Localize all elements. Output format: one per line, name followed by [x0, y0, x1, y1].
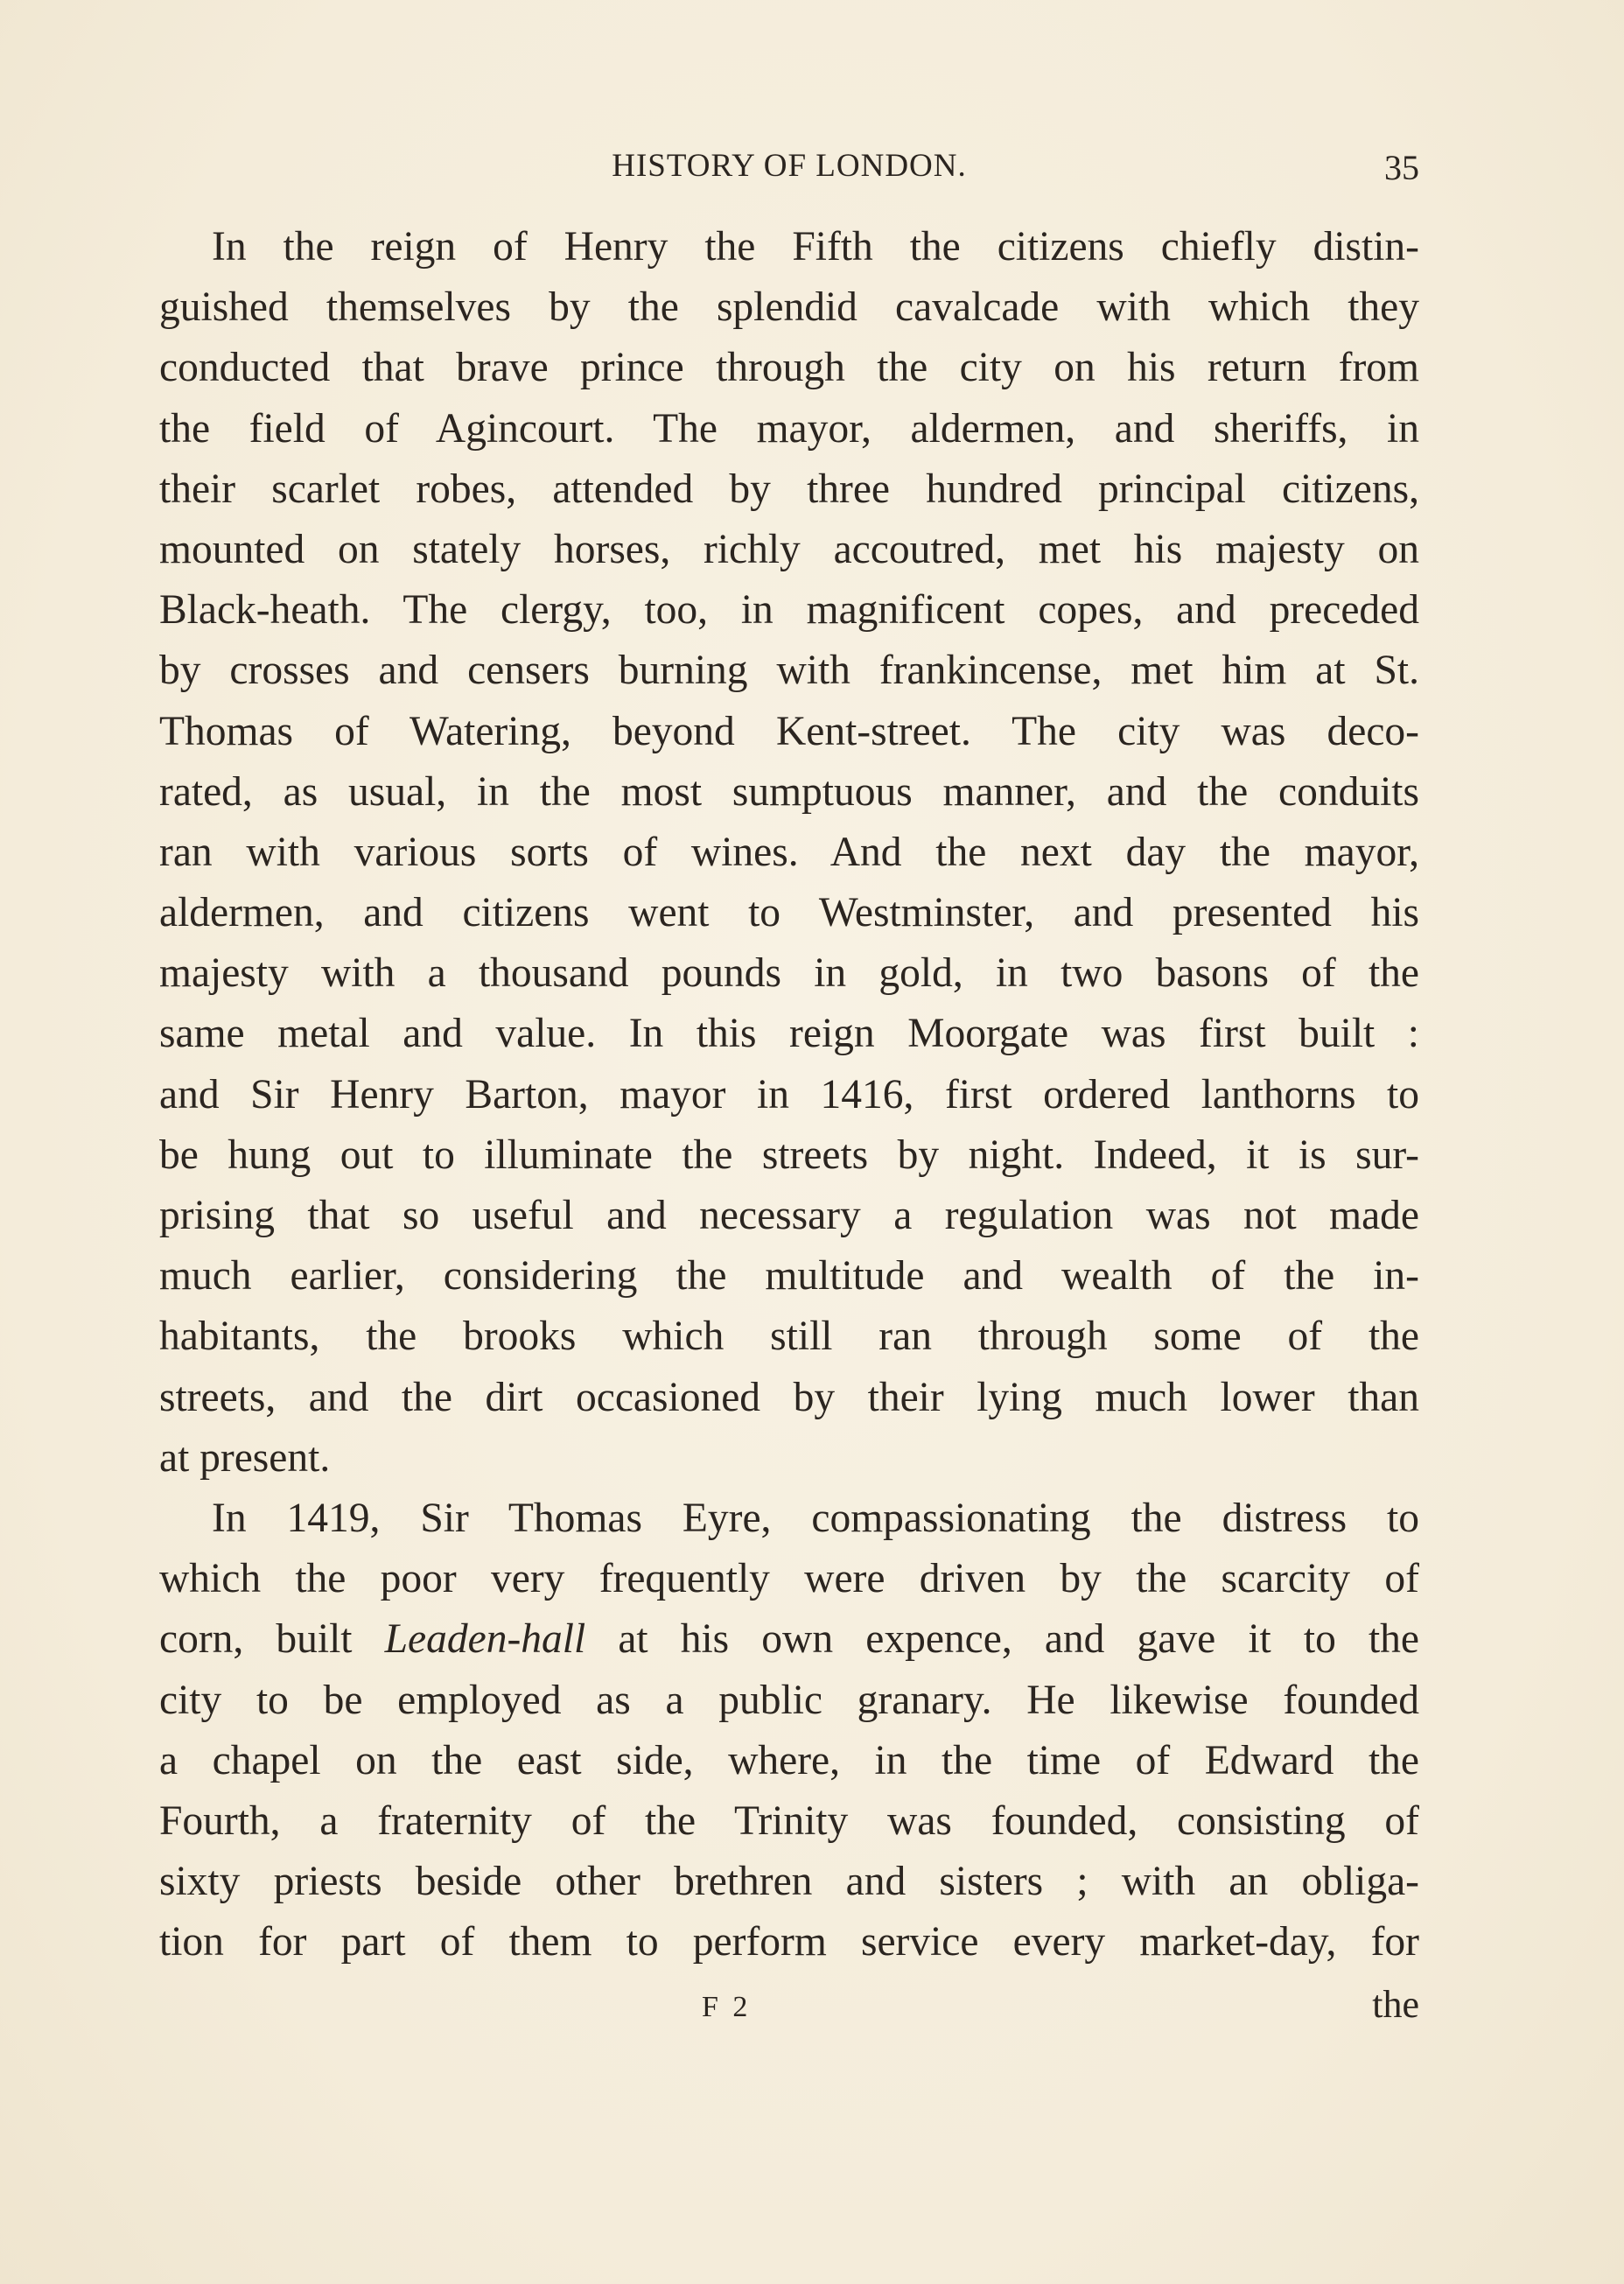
text-line: ran with various sorts of wines. And the next day the mayor, — [159, 829, 1419, 875]
paragraph — [159, 1489, 1419, 1973]
text-line — [159, 1609, 1419, 1670]
text-line: which the poor very frequently were driven by the scarcity of — [159, 1556, 1419, 1602]
text-line: Thomas of Watering, beyond Kent-street. The city was deco- — [159, 708, 1419, 754]
text-line: and Sir Henry Barton, mayor in 1416, first ordered lanthorns to — [159, 1071, 1419, 1117]
paragraph — [159, 217, 1419, 1489]
text-line: city to be employed as a public granary. He likewise founded — [159, 1677, 1419, 1723]
text-line: sixty priests beside other brethren and sisters ; with an obliga- — [159, 1859, 1419, 1905]
text-line: guished themselves by the splendid cavalcade with which they — [159, 284, 1419, 331]
running-head — [159, 147, 1419, 191]
text-line: at present. — [159, 1434, 331, 1481]
text-run: corn, built — [159, 1616, 385, 1663]
catchword: the — [1372, 1983, 1419, 2026]
text-line: Fourth, a fraternity of the Trinity was founded, consisting of — [159, 1797, 1419, 1844]
text-line: a chapel on the east side, where, in the time of Edward the — [159, 1737, 1419, 1783]
signature-mark: F 2 — [702, 1991, 752, 2023]
text-line: aldermen, and citizens went to Westminster, and presented his — [159, 890, 1419, 936]
body-text — [159, 217, 1419, 1972]
text-line: mounted on stately horses, richly accoutred, met his majesty on — [159, 526, 1419, 572]
text-line: habitants, the brooks which still ran through some of the — [159, 1314, 1419, 1360]
text-line: streets, and the dirt occasioned by their lying much lower than — [159, 1374, 1419, 1420]
page-footer — [159, 1982, 1419, 2035]
text-run: at his own expence, and gave it to the — [585, 1616, 1419, 1663]
text-line: In the reign of Henry the Fifth the citizens chiefly distin- — [212, 224, 1419, 270]
text-line: much earlier, considering the multitude and wealth of the in- — [159, 1253, 1419, 1300]
text-line: prising that so useful and necessary a regulation was not made — [159, 1193, 1419, 1238]
running-title: HISTORY OF LONDON. — [612, 148, 967, 184]
text-line: same metal and value. In this reign Moorgate was first built : — [159, 1011, 1419, 1057]
text-line: their scarlet robes, attended by three hundred principal citizens, — [159, 466, 1419, 512]
italic-place-name: Leaden-hall — [384, 1616, 586, 1663]
page-number: 35 — [1384, 148, 1419, 187]
text-line: conducted that brave prince through the city on his return from — [159, 345, 1419, 391]
text-line: majesty with a thousand pounds in gold, in two basons of the — [159, 950, 1419, 997]
text-line: Black-heath. The clergy, too, in magnificent copes, and preceded — [159, 587, 1419, 634]
text-line: by crosses and censers burning with frankincense, met him at St. — [159, 648, 1419, 694]
text-line: the field of Agincourt. The mayor, aldermen, and sheriffs, in — [159, 405, 1419, 452]
text-line: be hung out to illuminate the streets by night. Indeed, it is sur- — [159, 1131, 1419, 1178]
text-line: rated, as usual, in the most sumptuous manner, and the conduits — [159, 768, 1419, 815]
text-line: tion for part of them to perform service every market-day, for — [159, 1919, 1419, 1965]
text-line: In 1419, Sir Thomas Eyre, compassionating the distress to — [212, 1495, 1419, 1541]
